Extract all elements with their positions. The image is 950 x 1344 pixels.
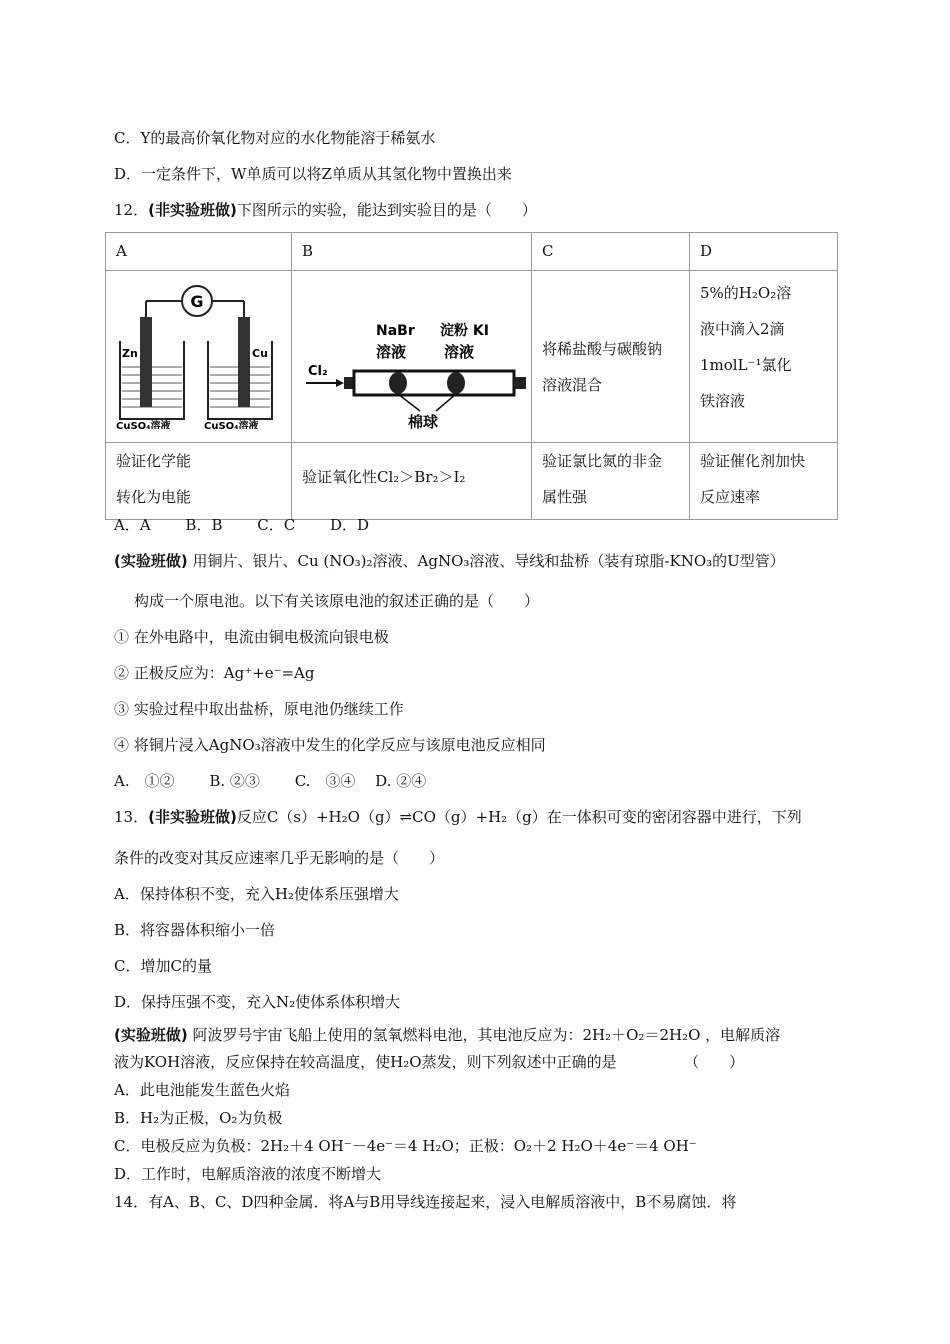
option-d-q11: D．一定条件下，W单质可以将Z单质从其氢化物中置换出来 (114, 165, 512, 183)
cell-c-line2: 溶液混合 (542, 376, 603, 394)
q12-tag: (非实验班做) (148, 201, 237, 219)
right-solution-label: CuSO₄溶液 (204, 421, 259, 429)
cotton-ball-2 (447, 372, 465, 394)
q13-number: 13． (114, 808, 149, 826)
header-b: B (292, 233, 532, 271)
header-d: D (690, 233, 838, 271)
result-d-line2: 反应速率 (700, 488, 761, 506)
q13-option-c: C．增加C的量 (114, 957, 212, 975)
galvanometer-label: G (190, 292, 204, 311)
q12-number: 12． (114, 201, 149, 219)
q12b-tag: (实验班做) (114, 552, 188, 570)
q12b-text: 用铜片、银片、Cu (NO₃)₂溶液、AgNO₃溶液、导线和盐桥（装有琼脂-KNO₃的U型管） (187, 552, 785, 570)
nabr-label: NaBr (376, 323, 415, 339)
result-d (690, 443, 838, 520)
q12b-item-1: ① 在外电路中，电流由铜电极流向银电极 (114, 628, 389, 646)
cotton-ball-1 (389, 372, 407, 394)
result-a-line2: 转化为电能 (116, 488, 192, 506)
q12b-options: A. ①② B. ②③ C. ③④ D. ②④ (114, 772, 427, 790)
starch-ki-solution-label: 溶液 (444, 343, 475, 361)
q13-option-a: A．保持体积不变，充入H₂使体系压强增大 (114, 885, 399, 903)
q13b-text2: 液为KOH溶液，反应保持在较高温度，使H₂O蒸发，则下列叙述中正确的是 （ ） (114, 1053, 745, 1071)
glass-tube (354, 371, 514, 395)
result-c-line1: 验证氯比氮的非金 (542, 452, 663, 470)
cl2-label: Cl₂ (308, 364, 328, 379)
cell-c-text (532, 271, 690, 443)
cell-d-line4: 铁溶液 (700, 392, 746, 410)
q12-text: 下图所示的实验，能达到实验目的是（ ） (236, 201, 537, 219)
question-13b (114, 1025, 780, 1045)
arrow-icon (336, 379, 344, 387)
galvanic-cell-figure (106, 271, 292, 429)
q12b-item-2: ② 正极反应为：Ag⁺+e⁻=Ag (114, 664, 315, 682)
question-13 (114, 807, 802, 827)
result-b (292, 443, 532, 520)
q12-options: A．A B．B C．C D．D (114, 516, 370, 534)
zn-label: Zn (122, 347, 138, 360)
cu-electrode (238, 317, 250, 407)
nabr-solution-label: 溶液 (376, 343, 407, 361)
result-a (106, 443, 292, 520)
starch-ki-label: 淀粉 KI (440, 323, 489, 339)
q12b-text2: 构成一个原电池。以下有关该原电池的叙述正确的是（ ） (134, 592, 540, 610)
q13b-text: 阿波罗号宇宙飞船上使用的氢氧燃料电池，其电池反应为：2H₂＋O₂＝2H₂O ，电解质溶 (187, 1026, 781, 1044)
q13-text2: 条件的改变对其反应速率几乎无影响的是（ ） (114, 849, 445, 867)
q12-table (105, 232, 838, 520)
header-c: C (532, 233, 690, 271)
q13-option-b: B．将容器体积缩小一倍 (114, 921, 276, 939)
result-d-line1: 验证催化剂加快 (700, 452, 806, 470)
result-c-line2: 属性强 (542, 488, 588, 506)
q13b-option-c: C．电极反应为负极：2H₂＋4 OH⁻－4e⁻＝4 H₂O；正极：O₂＋2 H₂O＋4e⁻＝4 OH⁻ (114, 1137, 697, 1155)
q13b-option-a: A．此电池能发生蓝色火焰 (114, 1081, 290, 1099)
figure-b-cell (292, 271, 532, 443)
q13b-option-b: B．H₂为正极，O₂为负极 (114, 1109, 283, 1127)
result-c (532, 443, 690, 520)
result-a-line1: 验证化学能 (116, 452, 192, 470)
q12b-item-4: ④ 将铜片浸入AgNO₃溶液中发生的化学反应与该原电池反应相同 (114, 736, 546, 754)
header-a: A (106, 233, 292, 271)
cell-d-line1: 5%的H₂O₂溶 (700, 284, 792, 302)
left-solution-label: CuSO₄溶液 (116, 421, 171, 429)
q12b-item-3: ③ 实验过程中取出盐桥，原电池仍继续工作 (114, 700, 404, 718)
cu-label: Cu (252, 347, 268, 360)
q13b-option-d: D．工作时，电解质溶液的浓度不断增大 (114, 1165, 382, 1183)
q13-option-d: D．保持压强不变，充入N₂使体系体积增大 (114, 993, 401, 1011)
cell-d-line2: 液中滴入2滴 (700, 320, 785, 338)
question-14: 14．有A、B、C、D四种金属．将A与B用导线连接起来，浸入电解质溶液中，B不易腐蚀．将 (114, 1193, 737, 1211)
tube-figure (292, 271, 532, 429)
cell-c-line1: 将稀盐酸与碳酸钠 (542, 340, 663, 358)
option-c-q11: C．Y的最高价氧化物对应的水化物能溶于稀氨水 (114, 129, 436, 147)
cell-d-line3: 1molL⁻¹氯化 (700, 356, 792, 374)
q13-text: 反应C（s）+H₂O（g）⇌CO（g）+H₂（g）在一体积可变的密闭容器中进行，下列 (236, 808, 802, 826)
figure-a-cell (106, 271, 292, 443)
result-b-line: 验证氧化性Cl₂＞Br₂＞I₂ (302, 468, 466, 486)
q13-tag: (非实验班做) (148, 808, 237, 826)
cotton-label: 棉球 (408, 413, 439, 429)
q13b-tag: (实验班做) (114, 1026, 188, 1044)
question-12 (114, 200, 537, 220)
question-12b (114, 551, 785, 571)
cell-d-text (690, 271, 838, 443)
zn-electrode (140, 317, 152, 407)
